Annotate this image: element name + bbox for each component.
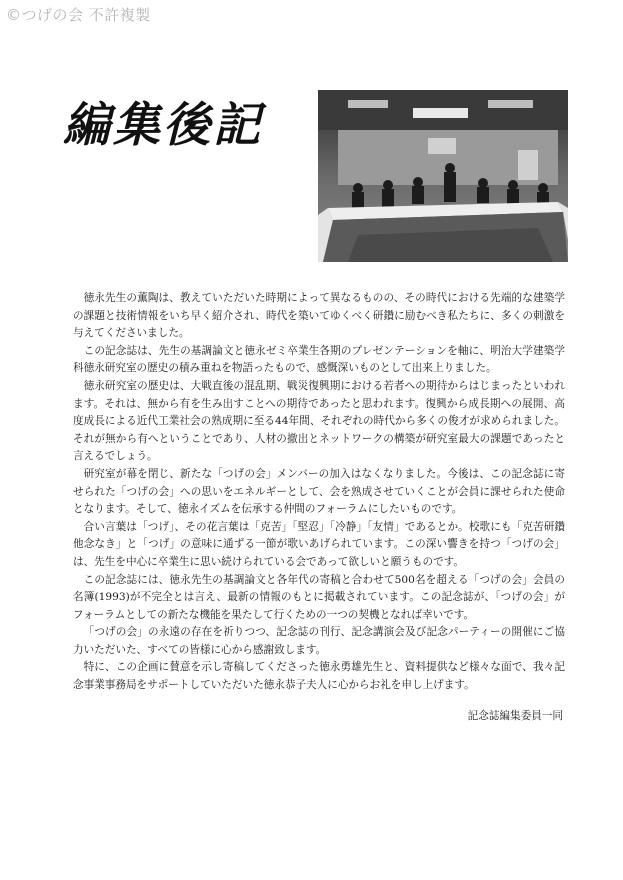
paragraph-2: この記念誌は、先生の基調論文と徳永ゼミ卒業生各期のプレゼンテーションを軸に、明治大学建築学科徳永研究室の歴史の積み重ねを物語ったもので、感慨深いものとして出来上りました。 xyxy=(73,344,565,375)
afterword-body xyxy=(73,290,565,695)
paragraph-1: 徳永先生の薫陶は、教えていただいた時期によって異なるものの、その時代における先端的な建築学の課題と技術情報をいち早く紹介され、時代を築いてゆくべく研鑽に励むべき私たちに、多くの刺激を与えてくださいました。 xyxy=(73,292,565,340)
page-title: 編集後記 xyxy=(63,98,263,153)
paragraph-5: 合い言葉は「つげ」、その花言葉は「克苦」「堅忍」「冷静」「友情」であるとか。校歌にも「克苦研鑽他念なき」と「つげ」の意味に通ずる一節が歌いあげられています。この深い響きを持つ「つげの会」は、先生を中心に卒業生に思い続けられている会であって欲しいと願うものです。 xyxy=(73,520,565,568)
paragraph-7: 「つげの会」の永遠の存在を祈りつつ、記念誌の刊行、記念講演会及び記念パーティーの開催にご協力いただいた、すべての皆様に心から感謝致します。 xyxy=(73,626,565,656)
paragraph-4: 研究室が幕を閉じ、新たな「つげの会」メンバーの加入はなくなりました。今後は、この記念誌に寄せられた「つげの会」への思いをエネルギーとして、会を熟成させていくことが会員に課せられた使命となります。そして、徳永イズムを伝承する仲間のフォーラムにしたいものです。 xyxy=(73,467,565,516)
paragraph-8: 特に、この企画に賛意を示し寄稿してくださった徳永勇雄先生と、資料提供など様々な面で、我々記念事業事務局をサポートしていただいた徳永恭子夫人に心からお礼を申し上げます。 xyxy=(73,661,565,692)
paragraph-6: この記念誌には、徳永先生の基調論文と各年代の寄稿と合わせて500名を超える「つげの会」会員の名簿(1993)が不完全とは言え、最新の情報のもとに掲載されています。この記念誌が、「つげの会」がフォーラムとしての新たな機能を果たして行くための一つの契機となれば幸いです。 xyxy=(73,573,565,621)
paragraph-3: 徳永研究室の歴史は、大戦直後の混乱期、戦災復興期における若者への期待からはじまったといわれます。それは、無から有を生み出すことへの期待であったと思われます。復興から成長期への展開、高度成長による近代工業社会の熟成期に至る44年間、それぞれの時代から多くの俊才が求められました。それが無から有へということであり、人材の撤出とネットワークの構築が研究室最大の課題であったと言えるでしょう。 xyxy=(73,379,565,463)
meeting-room-photo xyxy=(318,90,568,262)
signature: 記念誌編集委員一同 xyxy=(467,710,563,722)
copyright-watermark: ©つげの会 不許複製 xyxy=(6,6,151,24)
